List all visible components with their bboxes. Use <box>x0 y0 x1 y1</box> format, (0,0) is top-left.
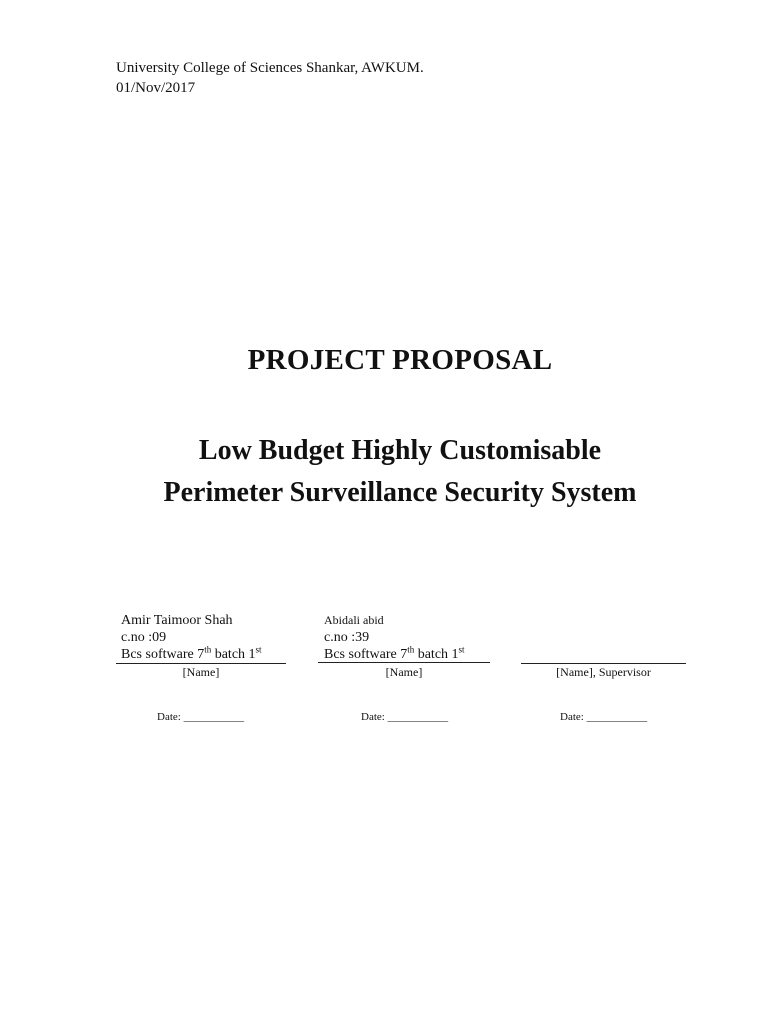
date-field-1: Date: ___________ <box>157 711 245 723</box>
signatory-program: Bcs software 7th batch 1st <box>121 644 262 662</box>
signatory-name: Abidali abid <box>324 613 384 627</box>
signature-caption-supervisor: [Name], Supervisor <box>556 665 651 679</box>
signatory-block-2 <box>324 612 465 663</box>
signature-line-1 <box>116 663 286 664</box>
signatory-cno: c.no :09 <box>121 630 167 645</box>
signature-caption-1: [Name] <box>182 665 220 679</box>
signature-line-supervisor <box>521 663 686 664</box>
signatory-cno: c.no :39 <box>324 630 370 645</box>
signatory-name: Amir Taimoor Shah <box>121 613 233 628</box>
header-date: 01/Nov/2017 <box>116 80 196 96</box>
signature-line-2 <box>318 662 490 663</box>
signatory-block-1 <box>121 612 262 663</box>
signatory-program: Bcs software 7th batch 1st <box>324 644 465 662</box>
subtitle-line-2: Perimeter Surveillance Security System <box>163 477 637 508</box>
signature-caption-2: [Name] <box>385 665 423 679</box>
institution-line: University College of Sciences Shankar, AWKUM. <box>116 60 424 76</box>
date-field-supervisor: Date: ___________ <box>560 711 648 723</box>
subtitle-line-1: Low Budget Highly Customisable <box>198 435 602 466</box>
date-field-2: Date: ___________ <box>361 711 449 723</box>
project-subtitle <box>0 430 768 514</box>
document-title: PROJECT PROPOSAL <box>247 344 553 376</box>
document-header <box>116 58 424 98</box>
